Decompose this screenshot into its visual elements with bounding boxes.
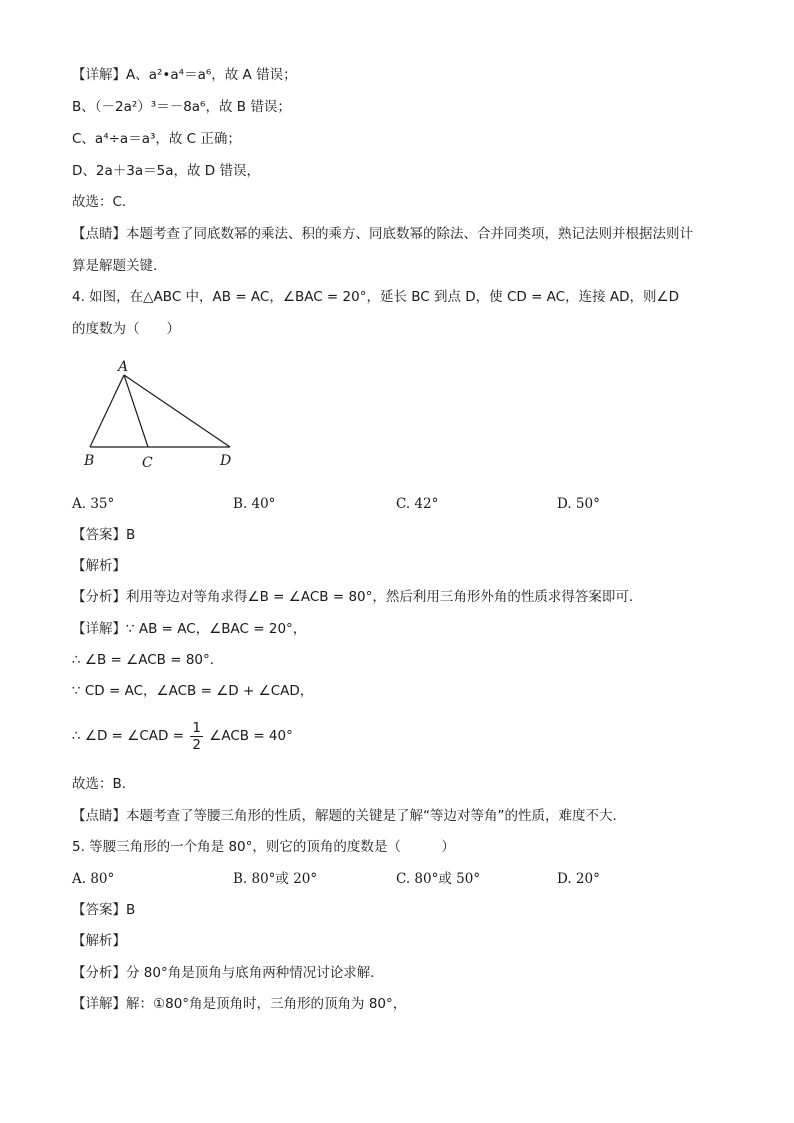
fraction-numerator: 1 <box>192 719 201 736</box>
q5-option-b: B. 80°或 20° <box>233 871 318 887</box>
detail-4-line-3: ∵ CD = AC，∠ACB = ∠D + ∠CAD， <box>72 683 314 699</box>
choice-line: 故选：C． <box>72 194 136 210</box>
q5-option-c: C. 80°或 50° <box>396 871 481 887</box>
q4-option-b: B. 40° <box>233 496 276 512</box>
segment-ab <box>90 375 124 447</box>
q4-option-c: C. 42° <box>396 496 439 512</box>
detail-4-line-1: 【详解】∵ AB = AC，∠BAC = 20°， <box>72 621 307 637</box>
q5-option-a: A. 80° <box>72 871 115 887</box>
segment-ac <box>124 375 148 447</box>
question-4-text-cont: 的度数为（ ） <box>72 321 180 337</box>
comment-line-1: 【点睛】本题考查了同底数幂的乘法、积的乘方、同底数幂的除法、合并同类项，熟记法则并根据法则计 <box>72 226 693 242</box>
label-d: D <box>220 453 232 469</box>
q4-option-a: A. 35° <box>72 496 115 512</box>
q5-option-d: D. 20° <box>557 871 600 887</box>
detail-5-line-1: 【详解】解：①80°角是顶角时，三角形的顶角为 80°， <box>72 996 407 1012</box>
detail-4-line-2: ∴ ∠B = ∠ACB = 80°． <box>72 652 224 668</box>
label-b: B <box>84 453 95 469</box>
question-4-text: 4. 如图，在△ABC 中，AB = AC，∠BAC = 20°，延长 BC 到点 D，使 CD = AC，连接 AD，则∠D <box>72 289 680 305</box>
q4-option-d: D. 50° <box>557 496 600 512</box>
label-a: A <box>118 359 129 375</box>
analysis-5-summary: 【分析】分 80°角是顶角与底角两种情况讨论求解． <box>72 965 384 981</box>
triangle-figure <box>80 355 250 475</box>
solution-line-a: 【详解】A、a²•a⁴＝a⁶，故 A 错误； <box>72 67 297 83</box>
solution-line-b: B、（－2a²）³＝－8a⁶，故 B 错误； <box>72 99 291 115</box>
equation-left: ∴ ∠D = ∠CAD = <box>72 728 185 744</box>
analysis-4-summary: 【分析】利用等边对等角求得∠B = ∠ACB = 80°，然后利用三角形外角的性质求得答案即可． <box>72 589 643 605</box>
equation-right: ∠ACB = 40° <box>209 728 293 744</box>
answer-4: 【答案】B <box>72 527 136 543</box>
label-c: C <box>142 455 153 471</box>
answer-5: 【答案】B <box>72 902 136 918</box>
comment-4: 【点睛】本题考查了等腰三角形的性质，解题的关键是了解“等边对等角”的性质，难度不大． <box>72 808 626 824</box>
detail-4-line-4 <box>72 718 293 754</box>
analysis-5-heading: 【解析】 <box>72 933 126 949</box>
segment-ad <box>124 375 230 447</box>
comment-line-2: 算是解题关键． <box>72 258 167 274</box>
solution-line-d: D、2a＋3a＝5a，故 D 错误， <box>72 163 260 179</box>
fraction-denominator: 2 <box>192 736 201 753</box>
fraction-one-half <box>190 720 203 753</box>
choice-4: 故选：B． <box>72 776 136 792</box>
solution-line-c: C、a⁴÷a＝a³，故 C 正确； <box>72 131 241 147</box>
analysis-4-heading: 【解析】 <box>72 558 126 574</box>
question-5-text: 5. 等腰三角形的一个角是 80°，则它的顶角的度数是（ ） <box>72 839 455 855</box>
